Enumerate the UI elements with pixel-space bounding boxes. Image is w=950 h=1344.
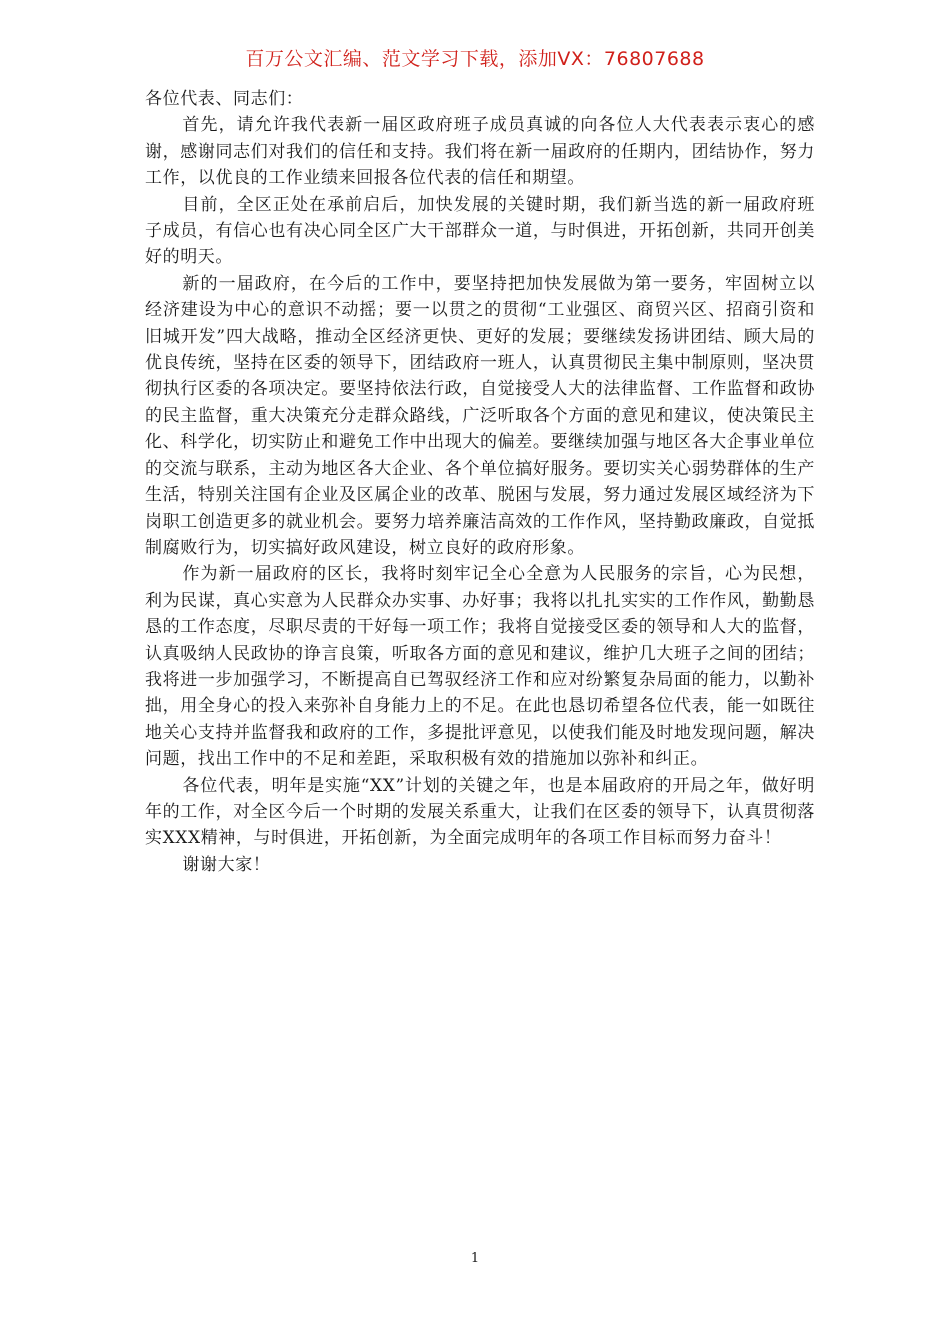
paragraph: 目前，全区正处在承前启后，加快发展的关键时期，我们新当选的新一届政府班子成员，有信心也有决心同全区广大干部群众一道，与时俱进，开拓创新，共同开创美好的明天。 xyxy=(145,194,815,268)
speech-body xyxy=(145,86,815,878)
paragraph: 首先，请允许我代表新一届区政府班子成员真诚的向各位人大代表表示衷心的感谢，感谢同志们对我们的信任和支持。我们将在新一届政府的任期内，团结协作，努力工作，以优良的工作业绩来回报各位代表的信任和期望。 xyxy=(145,115,815,189)
header-banner: 百万公文汇编、范文学习下载，添加VX：76807688 xyxy=(245,48,705,70)
closing-thanks: 谢谢大家！ xyxy=(182,854,271,875)
page-number: 1 xyxy=(470,1251,480,1266)
paragraph: 新的一届政府，在今后的工作中，要坚持把加快发展做为第一要务，牢固树立以经济建设为中心的意识不动摇；要一以贯之的贯彻“工业强区、商贸兴区、招商引资和旧城开发”四大战略，推动全区经济更快、更好的发展；要继续发扬讲团结、顾大局的优良传统，坚持在区委的领导下，团结政府一班人，认真贯彻民主集中制原则，坚决贯彻执行区委的各项决定。要坚持依法行政，自觉接受人大的法律监督、工作监督和政协的民主监督，重大决策充分走群众路线，广泛听取各个方面的意见和建议，使决策民主化、科学化，切实防止和避免工作中出现大的偏差。要继续加强与地区各大企事业单位的交流与联系，主动为地区各大企业、各个单位搞好服务。要切实关心弱势群体的生产生活，特别关注国有企业及区属企业的改革、脱困与发展，努力通过发展区域经济为下岗职工创造更多的就业机会。要努力培养廉洁高效的工作作风，坚持勤政廉政，自觉抵制腐败行为，切实搞好政风建设，树立良好的政府形象。 xyxy=(145,273,815,558)
paragraph: 各位代表，明年是实施“XX”计划的关键之年，也是本届政府的开局之年，做好明年的工作，对全区今后一个时期的发展关系重大，让我们在区委的领导下，认真贯彻落实XXX精神，与时俱进，开拓创新，为全面完成明年的各项工作目标而努力奋斗！ xyxy=(145,775,815,849)
paragraph: 作为新一届政府的区长，我将时刻牢记全心全意为人民服务的宗旨，心为民想，利为民谋，真心实意为人民群众办实事、办好事；我将以扎扎实实的工作作风，勤勤恳恳的工作态度，尽职尽责的干好每一项工作；我将自觉接受区委的领导和人大的监督，认真吸纳人民政协的诤言良策，听取各方面的意见和建议，维护几大班子之间的团结；我将进一步加强学习，不断提高自已驾驭经济工作和应对纷繁复杂局面的能力，以勤补拙，用全身心的投入来弥补自身能力上的不足。在此也恳切希望各位代表，能一如既往地关心支持并监督我和政府的工作，多提批评意见，以使我们能及时地发现问题，解决问题，找出工作中的不足和差距，采取积极有效的措施加以弥补和纠正。 xyxy=(145,564,815,770)
salutation: 各位代表、同志们： xyxy=(145,89,304,109)
